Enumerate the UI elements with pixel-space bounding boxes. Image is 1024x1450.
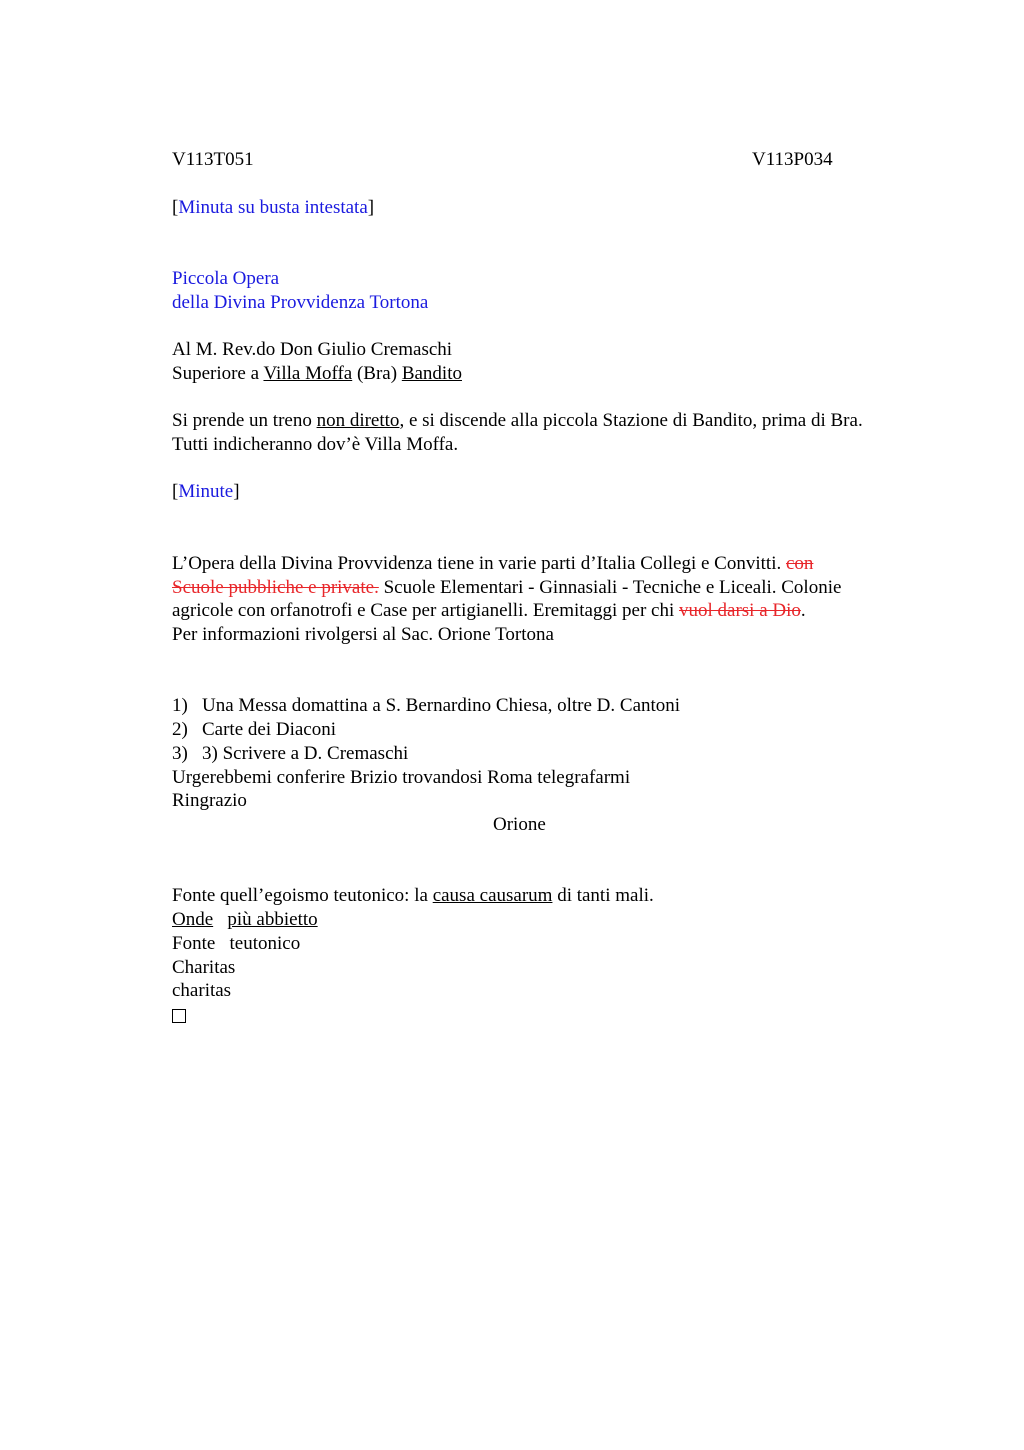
underlined-word: Onde bbox=[172, 909, 214, 930]
opera-line4: Per informazioni rivolgersi al Sac. Orione Tortona bbox=[172, 624, 554, 645]
annotation-text: Minute bbox=[178, 481, 234, 502]
note-minuta-busta: [Minuta su busta intestata] bbox=[172, 197, 375, 218]
underlined-place: Bandito bbox=[401, 363, 462, 384]
underlined-phrase: causa causarum bbox=[432, 885, 553, 906]
list-number: 1) bbox=[172, 695, 188, 716]
list-item: 2) Carte dei Diaconi bbox=[172, 719, 337, 740]
notes-line3: Fonte teutonico bbox=[172, 933, 301, 954]
empty-square-icon bbox=[172, 1005, 186, 1024]
telegram-line1: Urgerebbemi conferire Brizio trovandosi Roma telegrafarmi bbox=[172, 767, 631, 788]
directions-line1: Si prende un treno non diretto, e si discende alla piccola Stazione di Bandito, prima di Bra. bbox=[172, 410, 863, 431]
list-item: 1) Una Messa domattina a S. Bernardino Chiesa, oltre D. Cantoni bbox=[172, 695, 681, 716]
opera-line1: L’Opera della Divina Provvidenza tiene in varie parti d’Italia Collegi e Convitti. con bbox=[172, 553, 814, 574]
deleted-text: Scuole pubbliche e private. bbox=[172, 577, 379, 598]
opera-line2: Scuole pubbliche e private. Scuole Elementari - Ginnasiali - Tecniche e Liceali. Colonie bbox=[172, 577, 842, 598]
address-line2: Superiore a Villa Moffa (Bra) Bandito bbox=[172, 363, 462, 384]
list-number: 2) bbox=[172, 719, 188, 740]
opera-line3: agricole con orfanotrofi e Case per artigianelli. Eremitaggi per chi vuol darsi a Dio. bbox=[172, 600, 806, 621]
notes-line1: Fonte quell’egoismo teutonico: la causa causarum di tanti mali. bbox=[172, 885, 654, 906]
underlined-phrase: non diretto bbox=[316, 410, 400, 431]
list-item: 3) 3) Scrivere a D. Cremaschi bbox=[172, 743, 409, 764]
signature: Orione bbox=[493, 814, 546, 835]
deleted-text: vuol darsi a Dio bbox=[678, 600, 801, 621]
underlined-place: Villa Moffa bbox=[263, 363, 353, 384]
list-number: 3) bbox=[172, 743, 188, 764]
deleted-text: con bbox=[785, 553, 814, 574]
notes-line4: Charitas bbox=[172, 957, 236, 978]
notes-line2 bbox=[172, 910, 318, 929]
notes-line5: charitas bbox=[172, 980, 232, 1001]
header-left-code: V113T051 bbox=[172, 149, 254, 170]
telegram-line2: Ringrazio bbox=[172, 790, 247, 811]
underlined-phrase: più abbietto bbox=[227, 909, 318, 930]
annotation-text: Minuta su busta intestata bbox=[178, 197, 368, 218]
letterhead-line2: della Divina Provvidenza Tortona bbox=[172, 292, 429, 313]
header-right-code: V113P034 bbox=[752, 149, 833, 170]
letterhead-line1: Piccola Opera bbox=[172, 268, 280, 289]
directions-line2: Tutti indicheranno dov’è Villa Moffa. bbox=[172, 434, 459, 455]
note-minute: [Minute] bbox=[172, 481, 240, 502]
address-line1: Al M. Rev.do Don Giulio Cremaschi bbox=[172, 339, 453, 360]
